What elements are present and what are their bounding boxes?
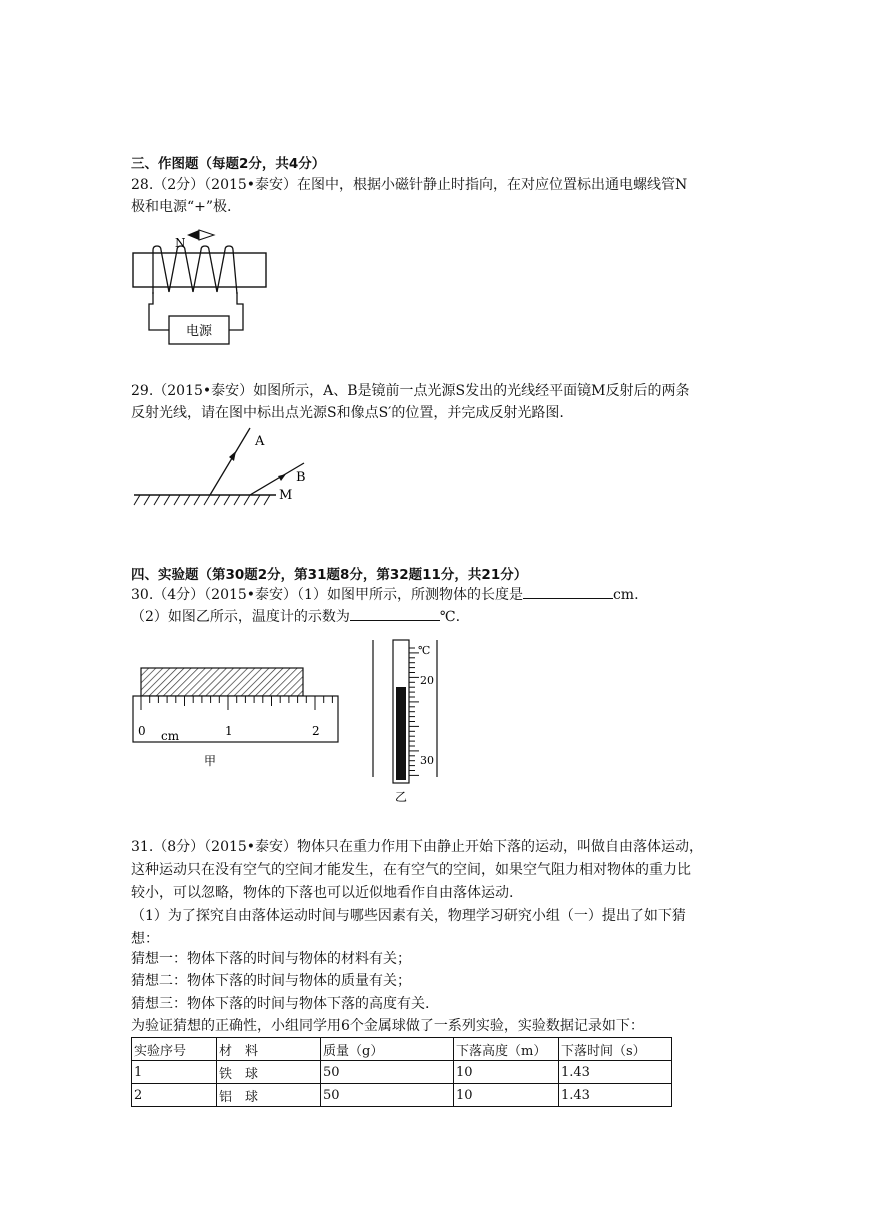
ruler-tick-2: 2 xyxy=(312,724,320,738)
guess-2: 猜想二：物体下落的时间与物体的质量有关； xyxy=(131,973,411,989)
table-intro: 为验证猜想的正确性，小组同学用6个金属球做了一系列实验，实验数据记录如下： xyxy=(131,1018,644,1034)
table-cell: 2 xyxy=(132,1084,217,1107)
ruler-caption: 甲 xyxy=(204,754,217,768)
q31-text-line2: 这种运动只在没有空气的空间才能发生，在有空气的空间，如果空气阻力相对物体的重力比 xyxy=(131,862,691,878)
table-header-cell: 下落高度（m） xyxy=(454,1038,559,1061)
ruler-tick-0: 0 xyxy=(138,724,146,738)
ray-a xyxy=(210,428,250,495)
ray-a-label: A xyxy=(255,434,265,449)
q31-text-line3: 较小，可以忽略，物体的下落也可以近似地看作自由落体运动. xyxy=(131,885,514,901)
thermometer-tick-30: 30 xyxy=(420,754,434,767)
ruler-tick-1: 1 xyxy=(225,724,233,738)
section-4-title: 四、实验题（第30题2分，第31题8分，第32题11分，共21分） xyxy=(131,567,528,583)
thermometer-ticks xyxy=(409,648,419,775)
ray-b-arrow-icon xyxy=(278,474,286,481)
thermometer-caption: 乙 xyxy=(395,790,408,804)
ruler-unit: cm xyxy=(161,729,180,743)
q30-text-line2 xyxy=(131,606,460,628)
mirror-hatching xyxy=(134,495,270,505)
table-cell: 1.43 xyxy=(559,1061,672,1084)
wire-left xyxy=(149,292,169,330)
table-header-cell: 材 料 xyxy=(217,1038,321,1061)
q29-text-line2: 反射光线，请在图中标出点光源S和像点S′的位置，并完成反射光路图. xyxy=(131,405,564,421)
q30-part2-unit: ℃. xyxy=(439,609,461,625)
table-cell: 1 xyxy=(132,1061,217,1084)
q28-text-line1: 28.（2分）（2015•泰安）在图中，根据小磁针静止时指向，在对应位置标出通电螺线管N xyxy=(131,177,688,193)
table-header-cell: 实验序号 xyxy=(132,1038,217,1061)
table-cell: 1.43 xyxy=(559,1084,672,1107)
guess-1: 猜想一：物体下落的时间与物体的材料有关； xyxy=(131,951,411,967)
thermometer-figure xyxy=(365,637,445,807)
q30-part1-prompt: 30.（4分）（2015•泰安）（1）如图甲所示，所测物体的长度是 xyxy=(131,587,523,603)
ruler-figure xyxy=(128,660,343,775)
table-row xyxy=(132,1061,672,1084)
q30-part2-prompt: （2）如图乙所示，温度计的示数为 xyxy=(131,609,350,625)
q30-answer-blank-1[interactable] xyxy=(523,584,613,599)
mirror-figure xyxy=(128,425,318,515)
experiment-table xyxy=(131,1037,672,1107)
table-cell: 10 xyxy=(454,1061,559,1084)
q31-text-line5: 想： xyxy=(131,931,159,947)
power-source-label: 电源 xyxy=(185,324,213,339)
wire-right xyxy=(229,292,243,330)
q31-text-line1: 31.（8分）（2015•泰安）物体只在重力作用下由静止开始下落的运动，叫做自由落体运动， xyxy=(131,839,704,855)
table-cell: 铁 球 xyxy=(217,1061,321,1084)
q28-text-line2: 极和电源“+”极. xyxy=(131,199,232,215)
q29-text-line1: 29.（2015•泰安）如图所示，A、B是镜前一点光源S发出的光线经平面镜M反射后的两条 xyxy=(131,383,690,399)
needle-north-icon xyxy=(187,230,199,240)
thermometer-liquid xyxy=(396,687,406,780)
table-header-cell: 下落时间（s） xyxy=(559,1038,672,1061)
table-row xyxy=(132,1084,672,1107)
mirror-m-label: M xyxy=(279,488,293,503)
measured-object xyxy=(141,668,303,696)
section-3-title: 三、作图题（每题2分，共4分） xyxy=(131,156,326,172)
q30-answer-blank-2[interactable] xyxy=(350,606,440,621)
needle-south-icon xyxy=(199,230,214,240)
table-header-cell: 质量（g） xyxy=(321,1038,454,1061)
solenoid-figure xyxy=(125,222,275,352)
table-cell: 50 xyxy=(321,1084,454,1107)
ray-a-arrow-icon xyxy=(229,451,236,461)
ray-b-label: B xyxy=(296,470,306,485)
table-cell: 50 xyxy=(321,1061,454,1084)
q30-text-line1 xyxy=(131,584,639,606)
guess-3: 猜想三：物体下落的时间与物体下落的高度有关. xyxy=(131,996,430,1012)
thermometer-tick-20: 20 xyxy=(420,674,434,687)
q30-part1-unit: cm. xyxy=(612,587,639,603)
table-header-row xyxy=(132,1038,672,1061)
thermometer-unit: ℃ xyxy=(418,644,431,657)
table-cell: 铝 球 xyxy=(217,1084,321,1107)
q31-text-line4: （1）为了探究自由落体运动时间与哪些因素有关，物理学习研究小组（一）提出了如下猜 xyxy=(131,908,686,924)
table-cell: 10 xyxy=(454,1084,559,1107)
needle-n-label: N xyxy=(175,236,186,250)
